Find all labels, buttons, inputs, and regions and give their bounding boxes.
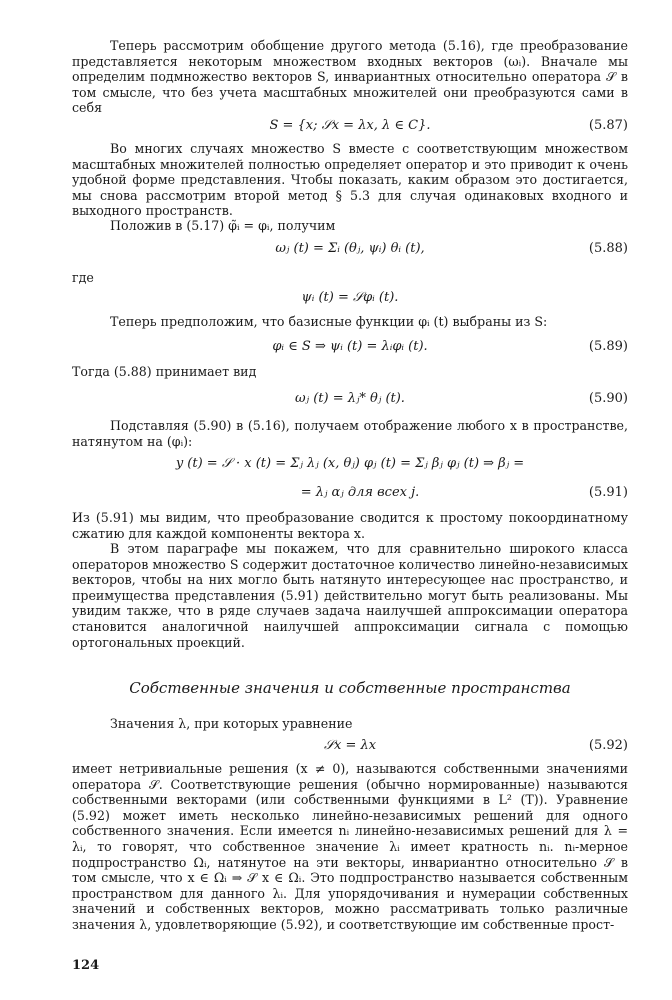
where-label: где <box>72 270 94 285</box>
paragraph-eigen-definitions: имеет нетривиальные решения (x ≠ 0), называются собственными значениями оператора 𝒮. Соответствующие решения (обычно нормированные) называются собственными векторами (или собственными функциями в L² (T)). Уравнение (5.92) может иметь несколько линейно-независимых решений для одного собственного значения. Если имеется nᵢ линейно-независимых решений для λ = λᵢ, то говорят, что собственное значение λᵢ имеет кратность nᵢ. nᵢ-мерное подпространство Ωᵢ, натянутое на эти векторы, инвариантно относительно 𝒮 в том смысле, что x ∈ Ωᵢ ⇒ 𝒮 x ∈ Ωᵢ. Это подпространство называется собственным пространством для данного λᵢ. Для упорядочивания и нумерации собственных значений и собственных векторов, можно рассматривать только различные значения λ, удовлетворяющие (5.92), и соответствующие им собственные прост- <box>72 761 628 932</box>
equation-5-87 <box>72 117 628 135</box>
equation-5-91-line2 <box>72 484 628 502</box>
section-heading: Собственные значения и собственные пространства <box>129 679 571 697</box>
equation-5-88 <box>72 240 628 258</box>
paragraph-this-section: В этом параграфе мы покажем, что для сравнительно широкого класса операторов множество S содержит достаточное количество линейно-независимых векторов, чтобы на них могло быть натянуто интересующее нас пространство, и преимущества представления (5.91) действительно могут быть реализованы. Мы увидим также, что в ряде случаев задача наилучшей аппроксимации оператора становится аналогичной наилучшей аппроксимации сигнала с помощью ортогональных проекций. <box>72 541 628 650</box>
equation-number: (5.90) <box>588 391 628 406</box>
equation-formula: ψᵢ (t) = 𝒮φᵢ (t). <box>301 290 399 305</box>
equation-number: (5.88) <box>588 241 628 256</box>
paragraph-basis-functions: Теперь предположим, что базисные функции φᵢ (t) выбраны из S: <box>110 314 548 329</box>
equation-formula: φᵢ ∈ S ⇒ ψᵢ (t) = λᵢφᵢ (t). <box>272 339 428 354</box>
equation-formula: S = {x; 𝒮x = λx, λ ∈ C}. <box>269 118 431 133</box>
equation-formula: y (t) = 𝒮 · x (t) = Σⱼ λⱼ (x, θⱼ) φⱼ (t) = Σⱼ βⱼ φⱼ (t) ⇒ βⱼ = <box>175 456 525 471</box>
equation-psi <box>72 289 628 307</box>
equation-number: (5.89) <box>588 339 628 354</box>
paragraph-then: Тогда (5.88) принимает вид <box>72 364 257 379</box>
paragraph-compression: Из (5.91) мы видим, что преобразование сводится к простому покоординатному сжатию для каждой компоненты вектора x. <box>72 510 628 541</box>
equation-formula: ωⱼ (t) = Σᵢ (θⱼ, ψᵢ) θᵢ (t), <box>275 241 425 256</box>
equation-5-92 <box>72 737 628 755</box>
equation-number: (5.87) <box>588 118 628 133</box>
paragraph-scaling-factors: Во многих случаях множество S вместе с соответствующим множеством масштабных множителей полностью определяет оператор и это приводит к очень удобной форме представления. Чтобы показать, каким образом это достигается, мы снова рассмотрим второй метод § 5.3 для случая одинаковых входного и выходного пространств. <box>72 141 628 219</box>
equation-5-90 <box>72 390 628 408</box>
equation-5-91-line1 <box>72 455 628 473</box>
equation-formula: 𝒮x = λx <box>323 738 377 753</box>
equation-formula: ωⱼ (t) = λⱼ* θⱼ (t). <box>295 391 405 406</box>
equation-number: (5.92) <box>588 738 628 753</box>
equation-5-89 <box>72 338 628 356</box>
equation-formula: = λⱼ αⱼ для всех j. <box>300 485 420 500</box>
paragraph-setting: Положив в (5.17) φ̃ᵢ = φᵢ, получим <box>110 218 336 233</box>
paragraph-intro: Теперь рассмотрим обобщение другого метода (5.16), где преобразование представляется некоторым множеством входных векторов (ωᵢ). Вначале мы определим подмножество векторов S, инвариантных относительно оператора 𝒮 в том смысле, что без учета масштабных множителей они преобразуются сами в себя <box>72 38 628 116</box>
page-number: 124 <box>72 958 100 973</box>
paragraph-substituting: Подставляя (5.90) в (5.16), получаем отображение любого x в пространстве, натянутом на (φᵢ): <box>72 418 628 449</box>
equation-number: (5.91) <box>588 485 628 500</box>
paragraph-eigen-values-intro: Значения λ, при которых уравнение <box>110 716 353 731</box>
